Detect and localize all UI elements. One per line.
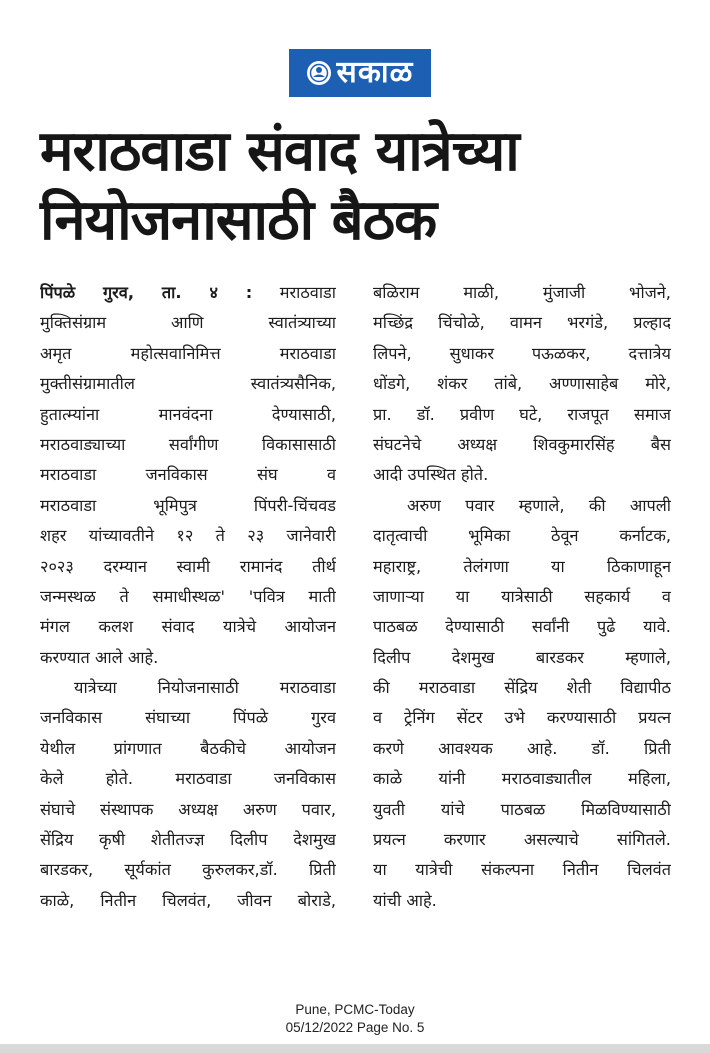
article-line: प्रयत्न करणार असल्याचे सांगितले. [373,830,671,850]
masthead-brand-name: सकाळ [336,55,414,90]
article-column-right [373,278,671,916]
article-line: दिलीप देशमुख बारडकर म्हणाले, [373,647,671,667]
article-line: सेंद्रिय कृषी शेतीतज्ज्ञ दिलीप देशमुख [40,830,336,850]
sun-emblem-icon [307,61,331,85]
article-line: जाणाऱ्या या यात्रेसाठी सहकार्य व [373,586,671,606]
article-line-text: मराठवाडा [279,283,336,302]
article-line: संघाचे संस्थापक अध्यक्ष अरुण पवार, [40,799,336,819]
article-line: दातृत्वाची भूमिका ठेवून कर्नाटक, [373,526,671,546]
newspaper-masthead-logo [289,49,431,97]
article-line: मुक्तीसंग्रामातील स्वातंत्र्यसैनिक, [40,374,336,394]
article-line: यात्रेच्या नियोजनासाठी मराठवाडा [74,678,336,698]
dateline: पिंपळे गुरव, ता. ४ : [40,283,253,302]
article-line: अरुण पवार म्हणाले, की आपली [407,495,671,515]
article-line: बळिराम माळी, मुंजाजी भोजने, [373,283,671,302]
article-line [40,278,336,308]
article-line: काळे, नितीन चिलवंत, जीवन बोराडे, [40,890,336,910]
article-line: लिपने, सुधाकर पऊळकर, दत्तात्रेय [373,343,671,363]
article-line: युवती यांचे पाठबळ मिळविण्यासाठी [373,799,671,819]
article-line: बारडकर, सूर्यकांत कुरुलकर,डॉ. प्रिती [40,860,336,880]
footer-date-page: 05/12/2022 Page No. 5 [285,1020,425,1035]
article-line: करणे आवश्यक आहे. डॉ. प्रिती [373,738,671,758]
article-column-left [40,278,336,916]
article-line: शहर यांच्यावतीने १२ ते २३ जानेवारी [40,526,336,546]
article-line: अमृत महोत्सवानिमित्त मराठवाडा [40,343,336,363]
footer-edition: Pune, PCMC-Today [295,1002,415,1017]
article-line: की मराठवाडा सेंद्रिय शेती विद्यापीठ [373,678,671,698]
article-line: मुक्तिसंग्राम आणि स्वातंत्र्याच्या [40,313,336,333]
article-line: पाठबळ देण्यासाठी सर्वांनी पुढे यावे. [373,617,671,637]
article-line: संघटनेचे अध्यक्ष शिवकुमारसिंह बैस [373,434,671,454]
article-line: व ट्रेनिंग सेंटर उभे करण्यासाठी प्रयत्न [373,708,671,728]
article-line: जन्मस्थळ ते समाधीस्थळ' 'पवित्र माती [40,586,336,606]
article-line: काळे यांनी मराठवाड्यातील महिला, [373,769,671,789]
article-line: केले होते. मराठवाडा जनविकास [40,769,336,789]
bottom-border [0,1044,710,1053]
headline-line-1: मराठवाडा संवाद यात्रेच्या [40,119,519,184]
article-line: या यात्रेची संकल्पना नितीन चिलवंत [373,860,671,880]
article-line: मराठवाडा भूमिपुत्र पिंपरी-चिंचवड [40,495,336,515]
article-line: हुतात्म्यांना मानवंदना देण्यासाठी, [40,404,336,424]
article-line: मच्छिंद्र चिंचोळे, वामन भरगंडे, प्रल्हाद [373,313,671,333]
article-line: जनविकास संघाच्या पिंपळे गुरव [40,708,336,728]
article-line: २०२३ दरम्यान स्वामी रामानंद तीर्थ [40,556,336,576]
article-line: मराठवाड्याच्या सर्वांगीण विकासासाठी [40,434,336,454]
article-line: येथील प्रांगणात बैठकीचे आयोजन [40,738,336,758]
article-line: करण्यात आले आहे. [40,647,159,667]
article-line: यांची आहे. [373,890,437,910]
article-line: मराठवाडा जनविकास संघ व [40,465,336,485]
article-line: महाराष्ट्र, तेलंगणा या ठिकाणाहून [373,556,671,576]
article-line: मंगल कलश संवाद यात्रेचे आयोजन [40,617,336,637]
article-line: आदी उपस्थित होते. [373,465,489,485]
article-line: प्रा. डॉ. प्रवीण घटे, राजपूत समाज [373,404,671,424]
headline-line-2: नियोजनासाठी बैठक [40,188,437,253]
article-line: धोंडगे, शंकर तांबे, अण्णासाहेब मोरे, [373,374,671,394]
